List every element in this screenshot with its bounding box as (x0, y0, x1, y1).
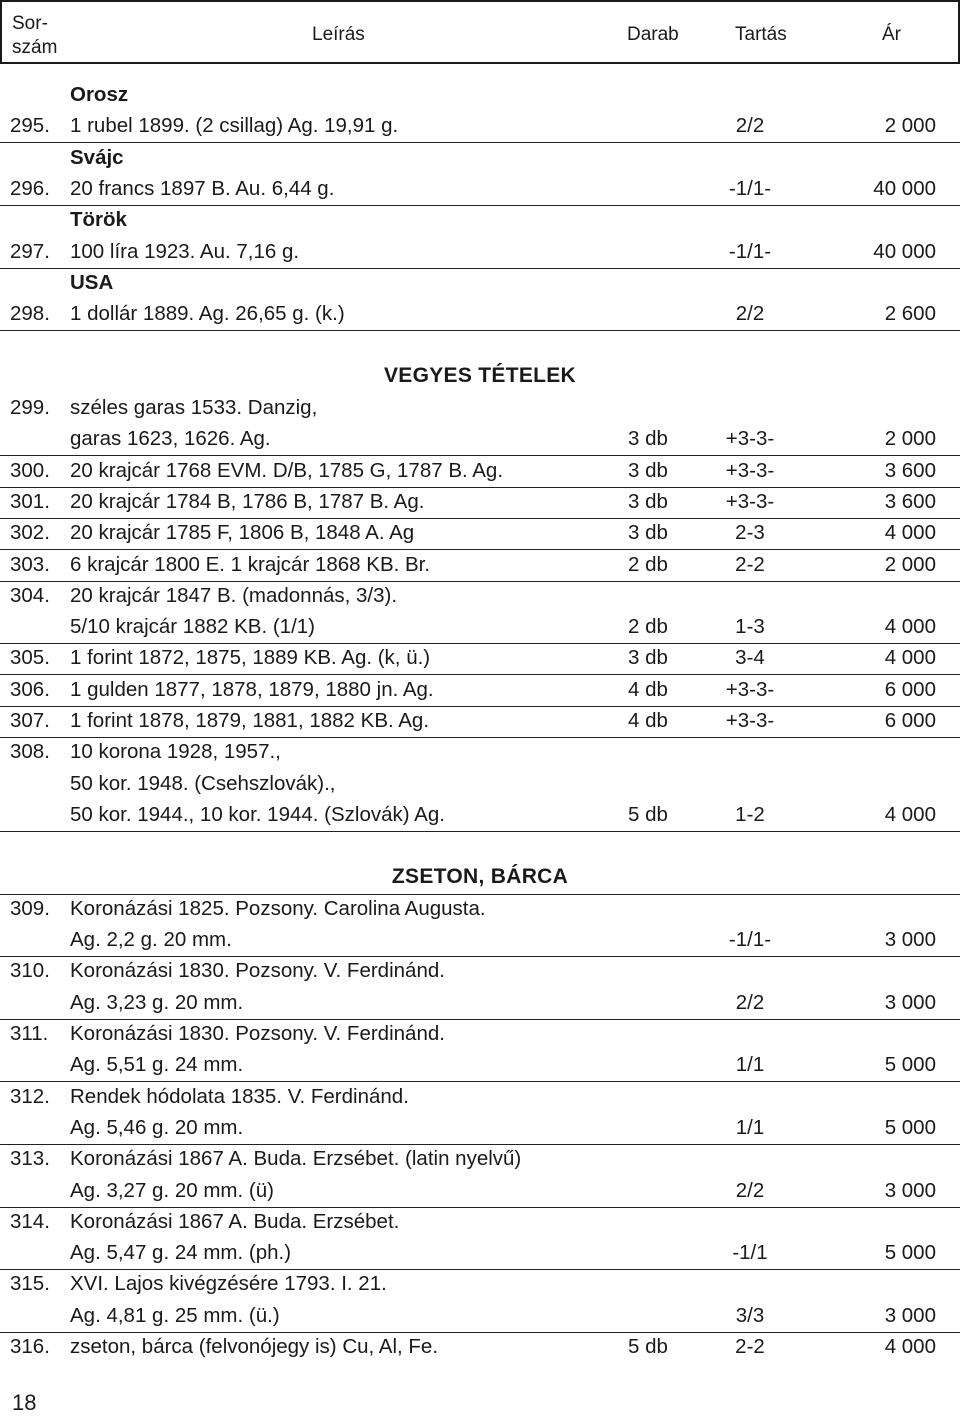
table-row (0, 393, 960, 424)
table-row (0, 1176, 960, 1208)
lot-description: 1 gulden 1877, 1878, 1879, 1880 jn. Ag. (70, 677, 434, 701)
table-row (0, 800, 960, 832)
lot-description: Koronázási 1867 A. Buda. Erzsébet. (latin nyelvű) (70, 1147, 522, 1171)
table-row (0, 988, 960, 1020)
lot-description: Koronázási 1867 A. Buda. Erzsébet. (70, 1209, 400, 1233)
table-row (0, 925, 960, 957)
lot-price: 3 000 (884, 1303, 936, 1327)
lot-price: 3 000 (884, 1178, 936, 1202)
lot-quantity: 4 db (628, 677, 668, 701)
lot-number: 306. (10, 677, 50, 701)
lot-quantity: 5 db (628, 1335, 668, 1358)
header-szam: szám (12, 37, 58, 58)
table-row (0, 1301, 960, 1333)
lot-number: 296. (10, 176, 50, 200)
header-tartas: Tartás (735, 24, 787, 45)
lot-price: 2 000 (884, 114, 936, 138)
lot-condition: -1/1- (728, 176, 772, 200)
lot-number: 310. (10, 959, 50, 983)
table-row (0, 1332, 960, 1363)
lot-price: 4 000 (884, 802, 936, 826)
lot-condition: +3-3- (725, 489, 775, 513)
country-heading-row (0, 80, 960, 111)
lot-condition: -1/1 (732, 1241, 768, 1265)
lot-quantity: 2 db (628, 552, 668, 576)
lot-number: 311. (10, 1022, 49, 1045)
lot-description: Ag. 3,27 g. 20 mm. (ü) (70, 1178, 274, 1202)
lot-condition: 2-3 (735, 521, 765, 545)
table-row (0, 1269, 960, 1300)
table-row (0, 299, 960, 331)
table-row (0, 1019, 960, 1050)
lot-condition: 3/3 (735, 1303, 765, 1327)
lot-description: Ag. 4,81 g. 25 mm. (ü.) (70, 1303, 280, 1327)
lot-description: széles garas 1533. Danzig, (70, 396, 318, 419)
lot-number: 315. (10, 1272, 50, 1296)
lot-condition: 2/2 (735, 114, 765, 138)
table-row (0, 612, 960, 644)
lot-condition: 2/2 (735, 302, 765, 326)
country-heading-row (0, 268, 960, 299)
lot-description: Ag. 5,46 g. 20 mm. (70, 1115, 244, 1139)
lot-condition: -1/1- (728, 239, 772, 263)
table-row (0, 956, 960, 987)
lot-description: 20 krajcár 1768 EVM. D/B, 1785 G, 1787 B. Ag. (70, 458, 504, 482)
header-ar: Ár (882, 24, 901, 45)
lot-condition: 3-4 (735, 646, 765, 670)
lot-price: 40 000 (873, 176, 936, 200)
page-number: 18 (12, 1390, 37, 1415)
lot-condition: -1/1- (728, 928, 772, 952)
lot-description: Koronázási 1825. Pozsony. Carolina Augusta. (70, 896, 486, 920)
table-row (0, 643, 960, 675)
lot-condition: 1/1 (735, 1115, 765, 1139)
country-heading-row (0, 205, 960, 236)
lot-quantity: 3 db (628, 521, 668, 545)
lot-price: 3 000 (884, 928, 936, 952)
section-heading-row (0, 863, 960, 895)
header-sorszam (12, 12, 57, 60)
lot-condition: +3-3- (725, 677, 775, 701)
lot-description: garas 1623, 1626. Ag. (70, 427, 271, 451)
header-sor: Sor- (12, 13, 48, 34)
lot-price: 6 000 (884, 677, 936, 701)
table-row (0, 1238, 960, 1270)
country-heading-row (0, 143, 960, 174)
table-row (0, 1144, 960, 1175)
lot-price: 3 000 (884, 990, 936, 1014)
country-heading: USA (70, 270, 114, 294)
lot-condition: +3-3- (725, 427, 775, 451)
table-row (0, 1082, 960, 1113)
lot-number: 316. (10, 1335, 50, 1358)
lot-price: 6 000 (884, 709, 936, 732)
lot-description: XVI. Lajos kivégzésére 1793. I. 21. (70, 1272, 387, 1296)
lot-description: 20 krajcár 1847 B. (madonnás, 3/3). (70, 583, 398, 607)
lot-description: 6 krajcár 1800 E. 1 krajcár 1868 KB. Br. (70, 552, 431, 576)
lot-description: zseton, bárca (felvonójegy is) Cu, Al, Fe. (70, 1335, 439, 1358)
lot-description: 1 dollár 1889. Ag. 26,65 g. (k.) (70, 302, 345, 326)
lot-number: 305. (10, 646, 50, 670)
country-heading: Török (70, 208, 127, 232)
lot-number: 295. (10, 114, 50, 138)
lot-price: 3 600 (884, 489, 936, 513)
table-row (0, 456, 960, 488)
lot-number: 301. (10, 489, 50, 513)
lot-description: Ag. 3,23 g. 20 mm. (70, 990, 244, 1014)
lot-price: 5 000 (884, 1115, 936, 1139)
table-row (0, 1113, 960, 1145)
table-row (0, 737, 960, 768)
lot-number: 298. (10, 302, 50, 326)
table-row (0, 550, 960, 582)
lot-quantity: 2 db (628, 615, 668, 639)
lot-description: 1 rubel 1899. (2 csillag) Ag. 19,91 g. (70, 114, 399, 138)
lot-description: Ag. 5,51 g. 24 mm. (70, 1053, 244, 1077)
lot-condition: 2/2 (735, 1178, 765, 1202)
lot-price: 3 600 (884, 458, 936, 482)
lot-description: 1 forint 1878, 1879, 1881, 1882 KB. Ag. (70, 709, 430, 732)
spacer-row (0, 831, 960, 862)
lot-price: 2 600 (884, 302, 936, 326)
lot-description: 20 francs 1897 B. Au. 6,44 g. (70, 176, 335, 200)
lot-price: 5 000 (884, 1053, 936, 1077)
table-row (0, 237, 960, 269)
lot-number: 312. (10, 1084, 50, 1108)
section-heading-row (0, 362, 960, 393)
lot-price: 4 000 (884, 615, 936, 639)
lot-description: 50 kor. 1948. (Csehszlovák)., (70, 771, 336, 795)
lot-price: 2 000 (884, 552, 936, 576)
lot-condition: 1/1 (735, 1053, 765, 1077)
lot-number: 309. (10, 896, 50, 920)
spacer-row (0, 330, 960, 361)
lot-quantity: 3 db (628, 646, 668, 670)
lot-description: Ag. 2,2 g. 20 mm. (70, 928, 232, 952)
lot-description: 10 korona 1928, 1957., (70, 740, 281, 764)
table-row (0, 581, 960, 612)
lot-description: 50 kor. 1944., 10 kor. 1944. (Szlovák) Ag. (70, 802, 445, 826)
lot-quantity: 3 db (628, 427, 668, 451)
table-row (0, 518, 960, 550)
table-row (0, 424, 960, 456)
table-row (0, 894, 960, 925)
lot-quantity: 5 db (628, 802, 668, 826)
table-row (0, 706, 960, 738)
lot-description: 5/10 krajcár 1882 KB. (1/1) (70, 615, 315, 639)
table-row (0, 487, 960, 519)
lot-description: Koronázási 1830. Pozsony. V. Ferdinánd. (70, 1022, 445, 1045)
lot-price: 4 000 (884, 646, 936, 670)
header-darab: Darab (627, 24, 679, 45)
table-row (0, 769, 960, 800)
lot-condition: 1-2 (735, 802, 765, 826)
table-row (0, 111, 960, 143)
lot-number: 304. (10, 583, 50, 607)
lot-number: 303. (10, 552, 50, 576)
country-heading: Svájc (70, 145, 124, 169)
lot-description: 100 líra 1923. Au. 7,16 g. (70, 239, 300, 263)
lot-quantity: 4 db (628, 709, 668, 732)
country-heading: Orosz (70, 83, 129, 106)
lot-number: 297. (10, 239, 50, 263)
lot-condition: 2-2 (735, 552, 765, 576)
section-heading: ZSETON, BÁRCA (391, 864, 569, 888)
section-heading: VEGYES TÉTELEK (383, 363, 577, 387)
lot-condition: 2-2 (735, 1335, 765, 1358)
lot-condition: 1-3 (735, 615, 765, 639)
lot-price: 4 000 (884, 521, 936, 545)
lot-number: 308. (10, 740, 50, 764)
lot-number: 314. (10, 1209, 50, 1233)
table-row (0, 675, 960, 707)
lot-price: 40 000 (873, 239, 936, 263)
table-row (0, 1207, 960, 1238)
lot-price: 4 000 (884, 1335, 936, 1358)
lot-quantity: 3 db (628, 489, 668, 513)
lot-description: Koronázási 1830. Pozsony. V. Ferdinánd. (70, 959, 445, 983)
lot-number: 300. (10, 458, 50, 482)
header-leiras: Leírás (312, 24, 365, 45)
lot-description: 20 krajcár 1785 F, 1806 B, 1848 A. Ag (70, 521, 415, 545)
lot-description: 20 krajcár 1784 B, 1786 B, 1787 B. Ag. (70, 489, 425, 513)
lot-number: 307. (10, 709, 50, 732)
lot-description: Rendek hódolata 1835. V. Ferdinánd. (70, 1084, 409, 1108)
lot-description: 1 forint 1872, 1875, 1889 KB. Ag. (k, ü.) (70, 646, 431, 670)
table-row (0, 1050, 960, 1082)
table-header (0, 0, 960, 64)
lot-number: 299. (10, 396, 50, 419)
lot-quantity: 3 db (628, 458, 668, 482)
lot-number: 302. (10, 521, 50, 545)
lot-number: 313. (10, 1147, 50, 1171)
lot-condition: +3-3- (725, 709, 775, 732)
lot-description: Ag. 5,47 g. 24 mm. (ph.) (70, 1241, 292, 1265)
lot-condition: +3-3- (725, 458, 775, 482)
table-row (0, 174, 960, 206)
lot-price: 5 000 (884, 1241, 936, 1265)
lot-condition: 2/2 (735, 990, 765, 1014)
lot-price: 2 000 (884, 427, 936, 451)
